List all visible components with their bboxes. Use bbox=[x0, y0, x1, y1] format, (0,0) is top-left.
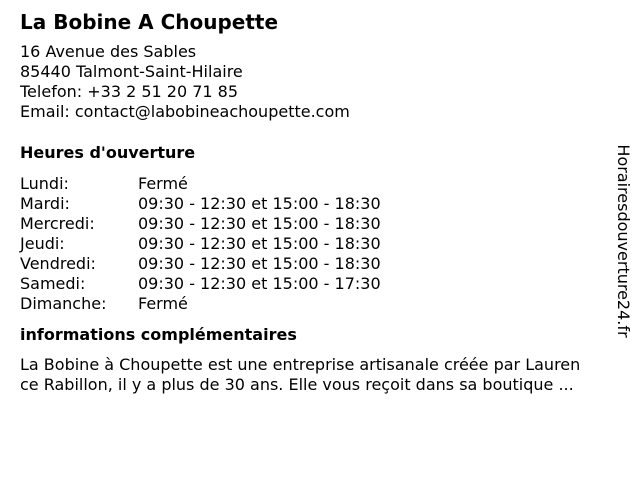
address-street: 16 Avenue des Sables bbox=[20, 42, 197, 61]
day-label: Mardi: bbox=[20, 194, 70, 213]
hours-row-thursday bbox=[20, 234, 610, 254]
hours-row-saturday bbox=[20, 274, 610, 294]
day-label: Mercredi: bbox=[20, 214, 95, 233]
day-hours: Fermé bbox=[138, 174, 188, 193]
day-label: Lundi: bbox=[20, 174, 69, 193]
day-hours: 09:30 - 12:30 et 15:00 - 18:30 bbox=[138, 254, 381, 273]
email-address: Email: contact@labobineachoupette.com bbox=[20, 102, 350, 121]
watermark-text: Horairesdouverture24.fr bbox=[614, 144, 633, 338]
day-label: Dimanche: bbox=[20, 294, 107, 313]
day-label: Jeudi: bbox=[20, 234, 65, 253]
business-card bbox=[20, 10, 610, 395]
info-description bbox=[20, 355, 630, 395]
hours-table bbox=[20, 174, 610, 314]
day-hours: 09:30 - 12:30 et 15:00 - 18:30 bbox=[138, 214, 381, 233]
info-line: La Bobine à Choupette est une entreprise artisanale créée par Lauren bbox=[20, 355, 581, 374]
info-line: ce Rabillon, il y a plus de 30 ans. Elle vous reçoit dans sa boutique ... bbox=[20, 375, 574, 394]
day-label: Samedi: bbox=[20, 274, 86, 293]
business-name: La Bobine A Choupette bbox=[20, 10, 279, 34]
day-hours: 09:30 - 12:30 et 15:00 - 18:30 bbox=[138, 234, 381, 253]
hours-row-friday bbox=[20, 254, 610, 274]
hours-row-tuesday bbox=[20, 194, 610, 214]
hours-row-monday bbox=[20, 174, 610, 194]
address-city: 85440 Talmont-Saint-Hilaire bbox=[20, 62, 243, 81]
day-label: Vendredi: bbox=[20, 254, 96, 273]
day-hours: 09:30 - 12:30 et 15:00 - 17:30 bbox=[138, 274, 381, 293]
day-hours: 09:30 - 12:30 et 15:00 - 18:30 bbox=[138, 194, 381, 213]
phone-number: Telefon: +33 2 51 20 71 85 bbox=[20, 82, 239, 101]
info-heading: informations complémentaires bbox=[20, 325, 297, 344]
hours-heading: Heures d'ouverture bbox=[20, 143, 196, 162]
day-hours: Fermé bbox=[138, 294, 188, 313]
hours-row-sunday bbox=[20, 294, 610, 314]
hours-row-wednesday bbox=[20, 214, 610, 234]
